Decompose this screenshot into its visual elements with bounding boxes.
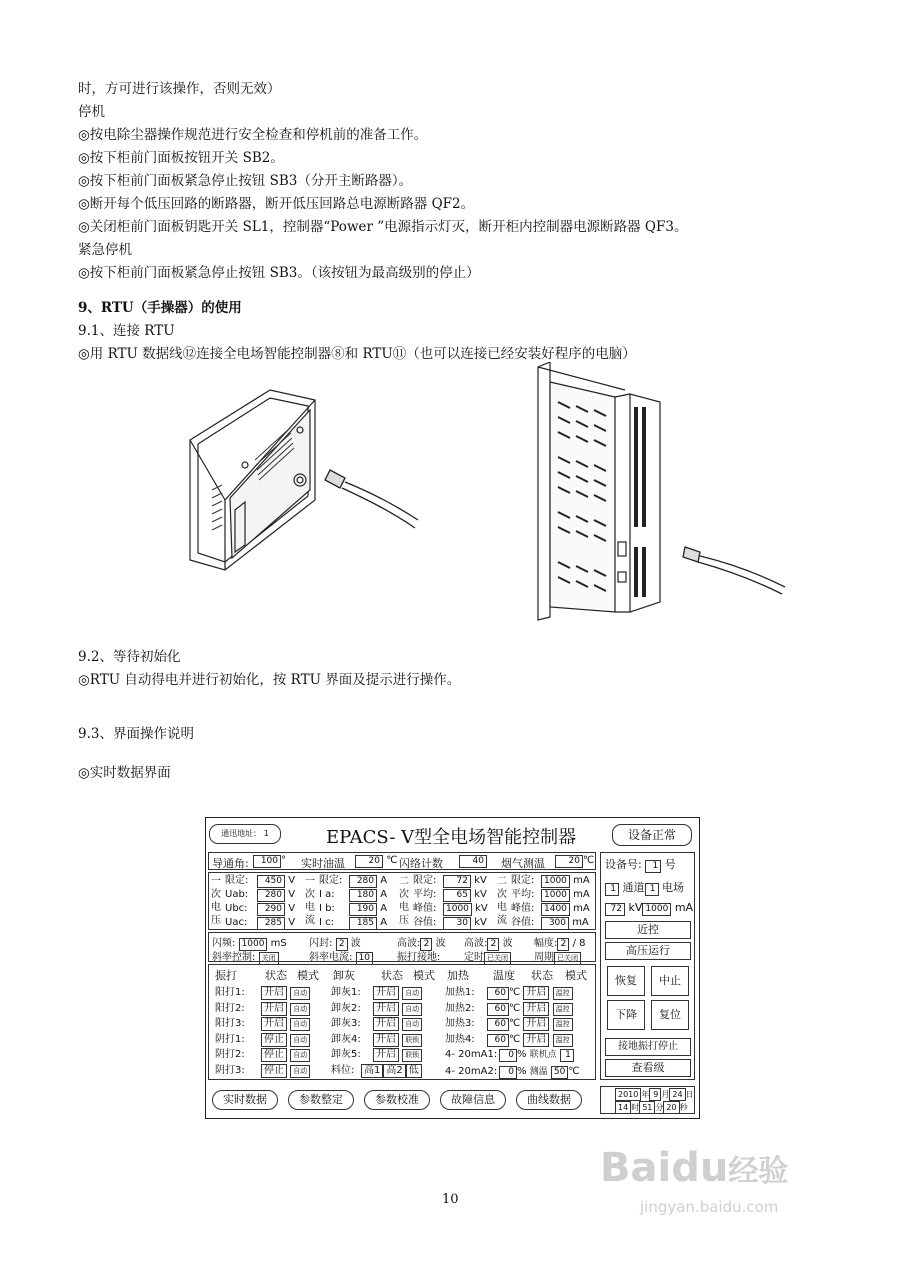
watermark-brand: Baidu (600, 1145, 729, 1191)
table-row[interactable]: 卸灰5: 开启 联锁 (331, 1047, 422, 1063)
ground-rap-stop-button[interactable]: 接地振打停止 (605, 1038, 691, 1056)
text-line: ◎关闭柜前门面板钥匙开关 SL1，控制器“Power ”电源指示灯灭，断开柜内控制器电源断路器 QF3。 (78, 219, 688, 235)
text-line: ◎RTU 自动得电并进行初始化，按 RTU 界面及提示进行操作。 (78, 672, 461, 688)
flue-temp-label: 烟气测温 (501, 857, 545, 870)
subsection-title: 9.2、等待初始化 (78, 649, 181, 665)
datetime-display: 2010 年 9 月 24 日 14 时 51 分 20 秒 (600, 1086, 695, 1114)
ubc-value: 290 (257, 903, 285, 916)
subsection-title: 9.3、界面操作说明 (78, 726, 194, 742)
ma-valley-value: 300 (541, 917, 569, 930)
table-row[interactable]: 加热4: 60 ℃ 开启 温控 (445, 1032, 580, 1048)
subsection-title: 9.1、连接 RTU (78, 323, 175, 339)
text-line: ◎用 RTU 数据线⑫连接全电场智能控制器⑧和 RTU⑪（也可以连接已经安装好程序的电脑） (78, 346, 636, 362)
text-line: ◎按下柜前门面板紧急停止按钮 SB3。（该按钮为最高级别的停止） (78, 265, 480, 281)
right-panel (600, 852, 695, 1080)
ma1-row: 4- 20mA1: 0 % 联机点 1 (445, 1047, 580, 1064)
group-side-label: 一 次 电 压 (211, 876, 221, 926)
table-row[interactable]: 阴打2: 停止 自动 (215, 1047, 310, 1063)
control-table: 振打 状态 模式 卸灰 状态 模式 加热 温度 状态 模式 阳打1: 开启 自动 阳打2: 开启 自动 阳打3: 开启 自动 阴打1: 停止 自动 阴打2: 停止 自动 阴打3: 停止 自动 卸灰1: 开启 自动 卸灰2: 开启 自动 卸灰3: 开启 自动 卸灰4: 开启 联锁 卸灰5: 开启 联锁 料位: 高1 高2 低 加热1: 60 ℃ 开启 温控 加热2: 60 ℃ 开启 温控 加热3: 60 ℃ 开启 温控 加热4: 60 ℃ 开启 温控 4- 20mA1: 0 % 联机点 1 4- 20mA2: 0 % 测温 50 ℃ (208, 964, 596, 1080)
view-level-button[interactable]: 查看级 (605, 1059, 691, 1077)
page-number: 10 (442, 1192, 459, 1207)
text-line: ◎断开每个低压回路的断路器，断开低压回路总电源断路器 QF2。 (78, 196, 475, 212)
text-line: 时，方可进行该操作，否则无效） (78, 81, 281, 97)
watermark-cn: 经验 (728, 1154, 789, 1189)
high-wave-1: 高波: 2 波 (397, 938, 446, 949)
ia-value: 180 (349, 889, 377, 902)
rap-period: 周期 已关闭 (534, 948, 581, 965)
ic-value: 185 (349, 917, 377, 930)
slope-current: 斜率电流: 10 (309, 948, 373, 965)
table-row[interactable]: 卸灰2: 开启 自动 (331, 1001, 422, 1017)
heading-shutdown: 停机 (78, 104, 105, 120)
uab-value: 280 (257, 889, 285, 902)
text-line: ◎实时数据界面 (78, 765, 171, 781)
table-row[interactable]: 阴打1: 停止 自动 (215, 1032, 310, 1048)
measure-groups (208, 872, 596, 930)
settings-block (208, 932, 596, 962)
watermark-logo (600, 1145, 788, 1191)
primary-current-group: 限定: 280 A I a: 180 A I b: 190 A I c: 185 A (319, 875, 388, 928)
section-heading: 9、RTU（手操器）的使用 (78, 300, 242, 316)
rtu-realtime-panel (205, 817, 700, 1119)
tab-param-setting[interactable]: 参数整定 (288, 1090, 354, 1110)
rtu-device-illustration (170, 370, 420, 585)
comm-address: 通迅地址： 1 (209, 824, 281, 844)
unit: ° (281, 855, 286, 866)
group-side-label: 二 次 电 压 (399, 876, 409, 926)
top-measure-row (208, 852, 596, 870)
high-wave-2: 高波: 2 波 (464, 938, 513, 949)
slope-control: 斜率控制: 关闭 (212, 948, 279, 965)
flash-freq: 闪频: 1000 mS (212, 938, 287, 949)
heat-column (445, 985, 580, 1080)
flue-temp-value: 20 (555, 855, 583, 868)
tab-param-calibration[interactable]: 参数校准 (364, 1090, 430, 1110)
hv-run-status: 高压运行 (605, 942, 691, 960)
ash-column (331, 985, 422, 1078)
table-row[interactable]: 阳打3: 开启 自动 (215, 1016, 310, 1032)
lower-button[interactable]: 下降 (607, 1000, 645, 1030)
unit: ℃ (583, 855, 595, 866)
table-row[interactable]: 卸灰3: 开启 自动 (331, 1016, 422, 1032)
text-line: ◎按下柜前门面板按钮开关 SB2。 (78, 150, 284, 166)
device-status-badge: 设备正常 (612, 824, 692, 846)
flash-count-value: 40 (459, 855, 487, 868)
conduction-angle-label: 导通角: (212, 857, 249, 870)
table-row[interactable]: 卸灰1: 开启 自动 (331, 985, 422, 1001)
watermark-url: jingyan.baidu.com (640, 1198, 779, 1216)
voltage-limit-value: 450 (257, 875, 285, 888)
tab-fault-info[interactable]: 故障信息 (440, 1090, 506, 1110)
kv-limit-value: 72 (443, 875, 471, 888)
controller-illustration (530, 362, 790, 627)
table-row[interactable]: 加热2: 60 ℃ 开启 温控 (445, 1001, 580, 1017)
text-line: ◎按下柜前门面板紧急停止按钮 SB3（分开主断路器）。 (78, 173, 413, 189)
rap-column (215, 985, 310, 1078)
table-row[interactable]: 加热1: 60 ℃ 开启 温控 (445, 985, 580, 1001)
amplitude: 幅度: 2 / 8 (534, 938, 586, 949)
conduction-angle-value: 100 (253, 855, 281, 868)
oil-temp-label: 实时油温 (301, 857, 345, 870)
reset-button[interactable]: 复位 (651, 1000, 689, 1030)
kv-valley-value: 30 (443, 917, 471, 930)
tab-realtime-data[interactable]: 实时数据 (212, 1090, 278, 1110)
group-side-label: 一 次 电 流 (305, 876, 315, 926)
device-number: 设备号: 1 号 (605, 858, 676, 871)
ma-peak-value: 1400 (541, 903, 570, 916)
table-row[interactable]: 阳打1: 开启 自动 (215, 985, 310, 1001)
control-mode-button[interactable]: 近控 (605, 921, 691, 939)
unit: ℃ (386, 855, 398, 866)
table-row[interactable]: 阴打3: 停止 自动 (215, 1063, 310, 1079)
table-row[interactable]: 加热3: 60 ℃ 开启 温控 (445, 1016, 580, 1032)
tab-curve-data[interactable]: 曲线数据 (516, 1090, 582, 1110)
table-row[interactable]: 阳打2: 开启 自动 (215, 1001, 310, 1017)
rap-ground-label: 振打接地: (397, 952, 441, 963)
ma-limit-value: 1000 (541, 875, 570, 888)
primary-voltage-group: 限定: 450 V Uab: 280 V Ubc: 290 V Uac: 285 V (225, 875, 296, 928)
rap-timer: 定时 已关闭 (464, 948, 511, 965)
heading-emergency: 紧急停机 (78, 242, 132, 258)
secondary-current-group: 限定: 1000 mA 平均: 1000 mA 峰值: 1400 mA 谷值: 300 mA (511, 875, 590, 928)
channel-field: 1 通道 1 电场 (605, 879, 684, 896)
oil-temp-value: 20 (355, 855, 383, 868)
group-side-label: 二 次 电 流 (497, 876, 507, 926)
flash-seal: 闪封: 2 波 (309, 938, 361, 949)
ma-avg-value: 1000 (541, 889, 570, 902)
ma2-row: 4- 20mA2: 0 % 测温 50 ℃ (445, 1065, 580, 1077)
secondary-voltage-group: 限定: 72 kV 平均: 65 kV 峰值: 1000 kV 谷值: 30 kV (413, 875, 488, 928)
kv-ma-field: 72 kV 1000 mA (605, 901, 693, 916)
level-row: 料位: 高1 高2 低 (331, 1063, 422, 1079)
ib-value: 190 (349, 903, 377, 916)
kv-peak-value: 1000 (443, 903, 472, 916)
restore-button[interactable]: 恢复 (607, 966, 645, 996)
panel-title: EPACS- V型全电场智能控制器 (326, 827, 577, 848)
flash-count-label: 闪络计数 (399, 857, 443, 870)
text-line: ◎按电除尘器操作规范进行安全检查和停机前的准备工作。 (78, 127, 428, 143)
abort-button[interactable]: 中止 (651, 966, 689, 996)
uac-value: 285 (257, 917, 285, 930)
table-row[interactable]: 卸灰4: 开启 联锁 (331, 1032, 422, 1048)
kv-avg-value: 65 (443, 889, 471, 902)
current-limit-value: 280 (349, 875, 377, 888)
